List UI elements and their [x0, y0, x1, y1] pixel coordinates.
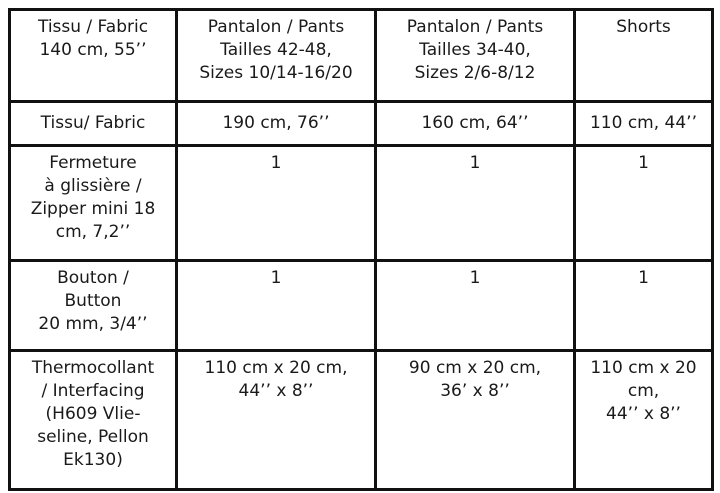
cell-line: 1	[270, 268, 282, 288]
cell-line: 110 cm x 20 cm,	[204, 358, 348, 378]
header-shorts-cell	[575, 10, 713, 102]
pants-large-value-cell	[177, 146, 376, 261]
cell-line: Sizes 2/6-8/12	[414, 63, 536, 83]
cell-line: Fermeture	[49, 153, 137, 173]
table-row-fabric	[10, 102, 713, 146]
pants-large-value-cell	[177, 261, 376, 351]
cell-line: Tailles 42-48,	[220, 40, 332, 60]
fabric-requirements-table	[8, 8, 714, 491]
cell-line: Sizes 10/14-16/20	[199, 63, 353, 83]
table-header-row	[10, 10, 713, 102]
cell-line: 1	[270, 153, 282, 173]
cell-line: 90 cm x 20 cm,	[408, 358, 542, 378]
cell-line: à glissière /	[44, 176, 142, 196]
shorts-value-cell	[575, 146, 713, 261]
cell-line: Tissu/ Fabric	[40, 113, 146, 133]
header-fabric-width-cell	[10, 10, 177, 102]
cell-line: Thermocollant	[31, 358, 155, 378]
cell-line: Bouton /	[57, 268, 129, 288]
pants-large-value-cell	[177, 351, 376, 490]
cell-line: 110 cm, 44’’	[589, 113, 697, 133]
cell-line: cm, 7,2’’	[55, 222, 131, 242]
pants-small-value-cell	[376, 261, 575, 351]
pants-large-value-cell	[177, 102, 376, 146]
row-label-cell	[10, 146, 177, 261]
table-row-button	[10, 261, 713, 351]
cell-line: (H609 Vlie-	[45, 404, 141, 424]
cell-line: 190 cm, 76’’	[222, 113, 330, 133]
pants-small-value-cell	[376, 351, 575, 490]
cell-line: 36’ x 8’’	[440, 381, 510, 401]
cell-line: cm,	[627, 381, 660, 401]
cell-line: 160 cm, 64’’	[421, 113, 529, 133]
cell-line: Pantalon / Pants	[207, 17, 345, 37]
header-pants-large-cell	[177, 10, 376, 102]
pants-small-value-cell	[376, 102, 575, 146]
shorts-value-cell	[575, 102, 713, 146]
header-pants-small-cell	[376, 10, 575, 102]
cell-line: Pantalon / Pants	[406, 17, 544, 37]
cell-line: 44’’ x 8’’	[606, 404, 681, 424]
cell-line: / Interfacing	[41, 381, 145, 401]
row-label-cell	[10, 261, 177, 351]
table-row-zipper	[10, 146, 713, 261]
cell-line: 110 cm x 20	[590, 358, 697, 378]
cell-line: 1	[638, 268, 649, 288]
cell-line: 140 cm, 55’’	[39, 40, 147, 60]
cell-line: 1	[469, 153, 481, 173]
cell-line: Button	[64, 291, 122, 311]
cell-line: 1	[638, 153, 649, 173]
cell-line: Ek130)	[63, 450, 123, 470]
cell-line: 20 mm, 3/4’’	[38, 314, 148, 334]
cell-line: seline, Pellon	[37, 427, 149, 447]
row-label-cell	[10, 351, 177, 490]
cell-line: Tissu / Fabric	[37, 17, 149, 37]
shorts-value-cell	[575, 351, 713, 490]
cell-line: 44’’ x 8’’	[238, 381, 314, 401]
cell-line: Shorts	[616, 17, 671, 37]
shorts-value-cell	[575, 261, 713, 351]
pants-small-value-cell	[376, 146, 575, 261]
row-label-cell	[10, 102, 177, 146]
cell-line: Zipper mini 18	[30, 199, 156, 219]
cell-line: 1	[469, 268, 481, 288]
table-row-interfacing	[10, 351, 713, 490]
cell-line: Tailles 34-40,	[419, 40, 531, 60]
